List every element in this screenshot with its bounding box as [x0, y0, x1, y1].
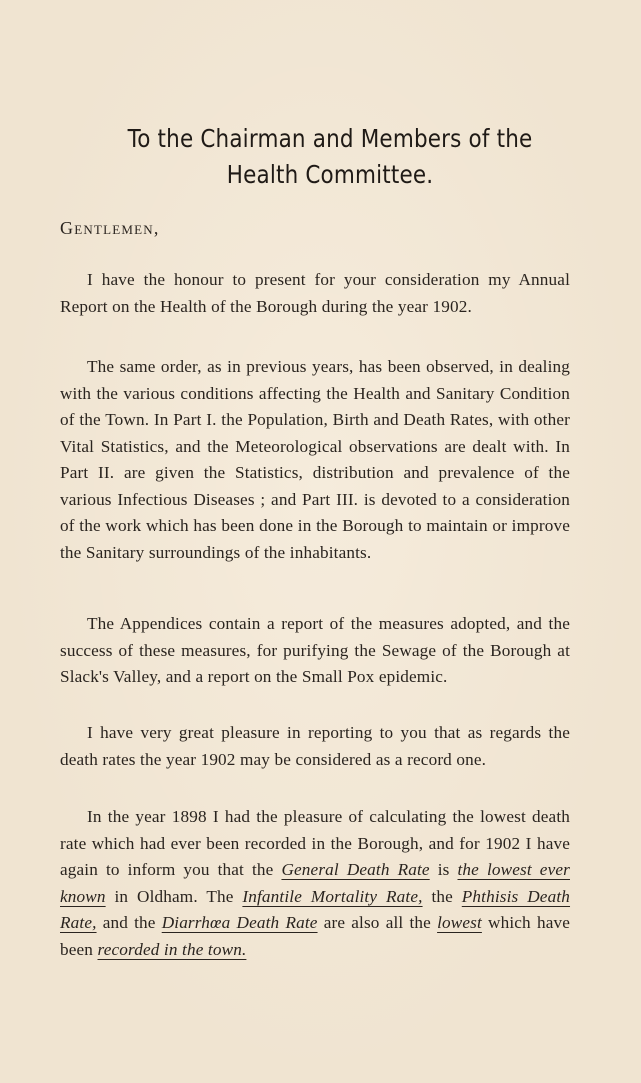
emphasis-phthisis-death-rate: Phthisis Death Rate,: [60, 886, 571, 933]
paragraph-2: [60, 354, 570, 566]
emphasis-lowest-ever-known: the lowest ever known: [60, 860, 570, 906]
paragraph-3-text: The Appendices contain a report of the measures adopted, and the success of these measures, for purifying the Sewage of the Borough at Slack's Valley, and a report on the Small Pox epidemic.: [60, 614, 570, 687]
p5-text-4: the: [422, 886, 462, 906]
p5-text-7: which have been: [60, 913, 570, 959]
emphasis-infantile-mortality-rate: Infantile Mortality Rate,: [242, 886, 423, 906]
paragraph-1-text: I have the honour to present for your consideration my Annual Report on the Health of the Borough during the year 1902.: [60, 270, 570, 316]
paragraph-4: [60, 720, 570, 773]
paragraph-5: [60, 804, 570, 963]
emphasis-diarrhoea-death-rate: Diarrhœa Death Rate: [161, 913, 318, 933]
p5-text-3: in Oldham. The: [105, 886, 243, 906]
salutation: Gentlemen,: [60, 218, 160, 238]
paragraph-1: [60, 267, 570, 320]
title-line-1: To the Chairman and Members of the: [127, 124, 533, 153]
title-line-2: Health Committee.: [226, 160, 434, 189]
emphasis-general-death-rate: General Death Rate: [281, 860, 430, 880]
emphasis-lowest: lowest: [437, 913, 482, 933]
paragraph-3: [60, 611, 570, 691]
p5-text-6: are also all the: [317, 913, 438, 933]
paragraph-2-text: The same order, as in previous years, has been observed, in dealing with the various conditions affecting the Health and Sanitary Condition of the Town. In Part I. the Population, Birth and Death Rates, with other Vital Statistics, and the Meteorological observations are dealt with. In Part II. are given the Statistics, distribution and prevalence of the various Infectious Diseases ; and Part III. is devoted to a consideration of the work which has been done in the Borough to maintain or improve the Sanitary surroundings of the inhabitants.: [60, 357, 570, 562]
p5-text-5: and the: [96, 913, 162, 933]
p5-text-2: is: [429, 860, 458, 880]
emphasis-recorded-in-the-town: recorded in the town.: [97, 939, 247, 959]
paragraph-4-text: I have very great pleasure in reporting to you that as regards the death rates the year 1902 may be considered as a record one.: [60, 723, 570, 769]
p5-text-1: In the year 1898 I had the pleasure of calculating the lowest death rate which had ever been recorded in the Borough, and for 1902 I have again to inform you that the: [60, 807, 570, 880]
